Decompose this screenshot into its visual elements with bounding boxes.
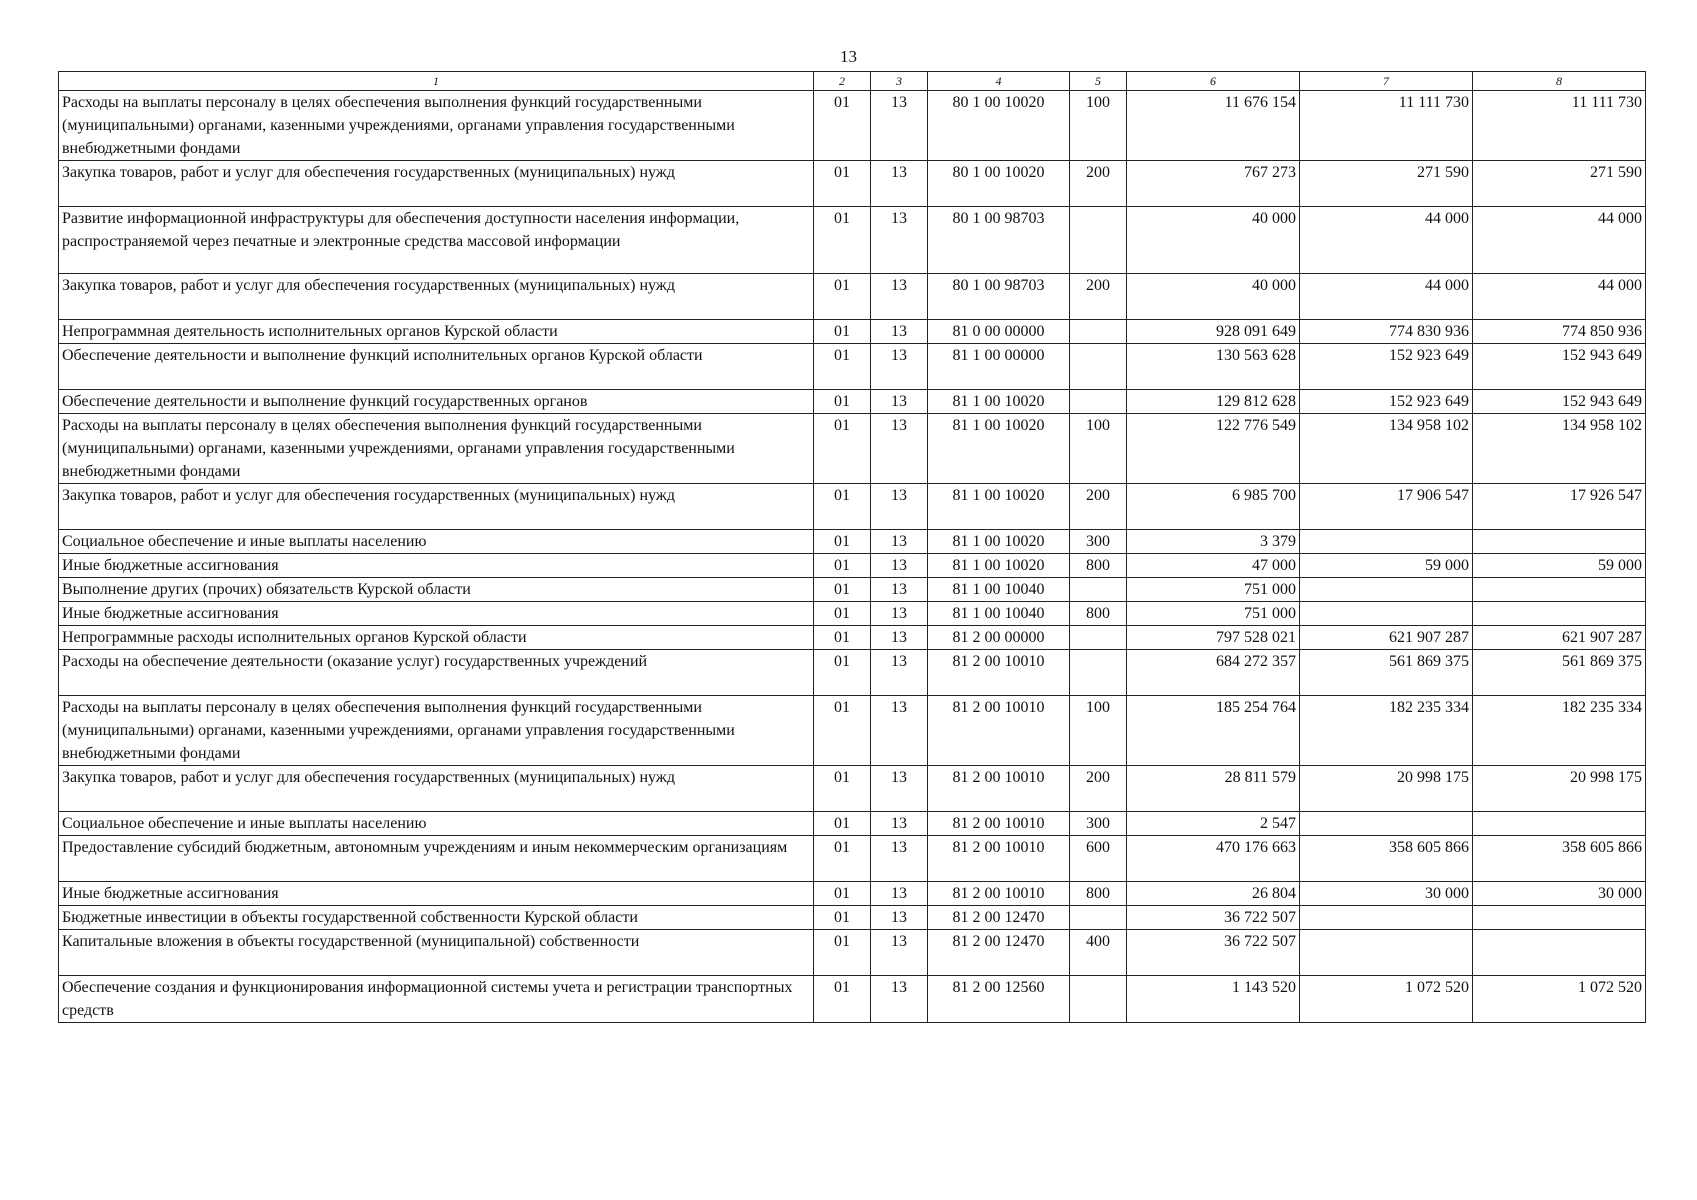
section-code-cell: 01 bbox=[814, 976, 871, 1023]
target-article-cell: 81 1 00 10040 bbox=[928, 578, 1070, 602]
row-name-cell: Капитальные вложения в объекты государственной (муниципальной) собственности bbox=[59, 930, 814, 976]
amount-col8-cell: 59 000 bbox=[1473, 554, 1646, 578]
subsection-code-cell: 13 bbox=[871, 344, 928, 390]
table-row bbox=[59, 344, 1646, 390]
expense-type-cell bbox=[1070, 906, 1127, 930]
section-code-cell: 01 bbox=[814, 320, 871, 344]
col-header-8: 8 bbox=[1473, 72, 1646, 91]
target-article-cell: 81 1 00 10020 bbox=[928, 414, 1070, 484]
target-article-cell: 81 1 00 10020 bbox=[928, 484, 1070, 530]
subsection-code-cell: 13 bbox=[871, 812, 928, 836]
table-row bbox=[59, 274, 1646, 320]
subsection-code-cell: 13 bbox=[871, 530, 928, 554]
target-article-cell: 81 2 00 12470 bbox=[928, 930, 1070, 976]
amount-col8-cell bbox=[1473, 602, 1646, 626]
table-row bbox=[59, 320, 1646, 344]
row-name-cell: Непрограммная деятельность исполнительных органов Курской области bbox=[59, 320, 814, 344]
row-name-cell: Бюджетные инвестиции в объекты государственной собственности Курской области bbox=[59, 906, 814, 930]
amount-col7-cell bbox=[1300, 578, 1473, 602]
amount-col6-cell: 3 379 bbox=[1127, 530, 1300, 554]
target-article-cell: 81 2 00 10010 bbox=[928, 696, 1070, 766]
col-header-5: 5 bbox=[1070, 72, 1127, 91]
subsection-code-cell: 13 bbox=[871, 207, 928, 274]
row-name-cell: Предоставление субсидий бюджетным, автономным учреждениям и иным некоммерческим организациям bbox=[59, 836, 814, 882]
amount-col6-cell: 797 528 021 bbox=[1127, 626, 1300, 650]
row-name-cell: Иные бюджетные ассигнования bbox=[59, 554, 814, 578]
subsection-code-cell: 13 bbox=[871, 274, 928, 320]
section-code-cell: 01 bbox=[814, 530, 871, 554]
row-name-cell: Расходы на выплаты персоналу в целях обеспечения выполнения функций государственными (муниципальными) органами, казенными учреждениями, органами управления государственными внебюджетными фондами bbox=[59, 414, 814, 484]
expense-type-cell: 800 bbox=[1070, 554, 1127, 578]
table-row bbox=[59, 882, 1646, 906]
expense-type-cell bbox=[1070, 626, 1127, 650]
table-body bbox=[59, 91, 1646, 1023]
col-header-3: 3 bbox=[871, 72, 928, 91]
row-name-cell: Закупка товаров, работ и услуг для обеспечения государственных (муниципальных) нужд bbox=[59, 484, 814, 530]
expense-type-cell: 100 bbox=[1070, 414, 1127, 484]
amount-col6-cell: 767 273 bbox=[1127, 161, 1300, 207]
table-row bbox=[59, 602, 1646, 626]
target-article-cell: 81 1 00 10040 bbox=[928, 602, 1070, 626]
amount-col6-cell: 928 091 649 bbox=[1127, 320, 1300, 344]
expense-type-cell: 200 bbox=[1070, 484, 1127, 530]
target-article-cell: 81 1 00 00000 bbox=[928, 344, 1070, 390]
target-article-cell: 80 1 00 10020 bbox=[928, 161, 1070, 207]
amount-col7-cell: 561 869 375 bbox=[1300, 650, 1473, 696]
section-code-cell: 01 bbox=[814, 344, 871, 390]
amount-col6-cell: 185 254 764 bbox=[1127, 696, 1300, 766]
amount-col6-cell: 28 811 579 bbox=[1127, 766, 1300, 812]
row-name-cell: Закупка товаров, работ и услуг для обеспечения государственных (муниципальных) нужд bbox=[59, 161, 814, 207]
section-code-cell: 01 bbox=[814, 650, 871, 696]
row-name-cell: Иные бюджетные ассигнования bbox=[59, 882, 814, 906]
row-name-cell: Закупка товаров, работ и услуг для обеспечения государственных (муниципальных) нужд bbox=[59, 766, 814, 812]
subsection-code-cell: 13 bbox=[871, 836, 928, 882]
amount-col8-cell: 44 000 bbox=[1473, 207, 1646, 274]
page-number: 13 bbox=[840, 47, 857, 66]
section-code-cell: 01 bbox=[814, 906, 871, 930]
table-row bbox=[59, 906, 1646, 930]
amount-col8-cell: 152 943 649 bbox=[1473, 390, 1646, 414]
section-code-cell: 01 bbox=[814, 930, 871, 976]
target-article-cell: 81 2 00 10010 bbox=[928, 812, 1070, 836]
amount-col8-cell: 44 000 bbox=[1473, 274, 1646, 320]
table-row bbox=[59, 696, 1646, 766]
expense-type-cell: 200 bbox=[1070, 766, 1127, 812]
amount-col8-cell: 134 958 102 bbox=[1473, 414, 1646, 484]
amount-col7-cell: 20 998 175 bbox=[1300, 766, 1473, 812]
col-header-2: 2 bbox=[814, 72, 871, 91]
table-row bbox=[59, 484, 1646, 530]
subsection-code-cell: 13 bbox=[871, 602, 928, 626]
amount-col7-cell: 152 923 649 bbox=[1300, 390, 1473, 414]
subsection-code-cell: 13 bbox=[871, 578, 928, 602]
target-article-cell: 81 2 00 10010 bbox=[928, 882, 1070, 906]
section-code-cell: 01 bbox=[814, 882, 871, 906]
expense-type-cell bbox=[1070, 320, 1127, 344]
amount-col8-cell: 17 926 547 bbox=[1473, 484, 1646, 530]
amount-col6-cell: 122 776 549 bbox=[1127, 414, 1300, 484]
section-code-cell: 01 bbox=[814, 91, 871, 161]
expense-type-cell: 800 bbox=[1070, 882, 1127, 906]
table-row bbox=[59, 766, 1646, 812]
subsection-code-cell: 13 bbox=[871, 161, 928, 207]
amount-col6-cell: 40 000 bbox=[1127, 207, 1300, 274]
subsection-code-cell: 13 bbox=[871, 414, 928, 484]
amount-col8-cell: 561 869 375 bbox=[1473, 650, 1646, 696]
amount-col8-cell: 271 590 bbox=[1473, 161, 1646, 207]
target-article-cell: 80 1 00 10020 bbox=[928, 91, 1070, 161]
amount-col8-cell bbox=[1473, 930, 1646, 976]
row-name-cell: Расходы на выплаты персоналу в целях обеспечения выполнения функций государственными (муниципальными) органами, казенными учреждениями, органами управления государственными внебюджетными фондами bbox=[59, 91, 814, 161]
budget-table bbox=[58, 71, 1646, 1023]
amount-col8-cell: 621 907 287 bbox=[1473, 626, 1646, 650]
row-name-cell: Расходы на выплаты персоналу в целях обеспечения выполнения функций государственными (муниципальными) органами, казенными учреждениями, органами управления государственными внебюджетными фондами bbox=[59, 696, 814, 766]
amount-col7-cell: 1 072 520 bbox=[1300, 976, 1473, 1023]
subsection-code-cell: 13 bbox=[871, 696, 928, 766]
amount-col6-cell: 36 722 507 bbox=[1127, 930, 1300, 976]
expense-type-cell bbox=[1070, 578, 1127, 602]
subsection-code-cell: 13 bbox=[871, 91, 928, 161]
subsection-code-cell: 13 bbox=[871, 390, 928, 414]
amount-col6-cell: 684 272 357 bbox=[1127, 650, 1300, 696]
amount-col8-cell: 774 850 936 bbox=[1473, 320, 1646, 344]
subsection-code-cell: 13 bbox=[871, 484, 928, 530]
target-article-cell: 80 1 00 98703 bbox=[928, 274, 1070, 320]
amount-col6-cell: 470 176 663 bbox=[1127, 836, 1300, 882]
amount-col8-cell: 20 998 175 bbox=[1473, 766, 1646, 812]
amount-col7-cell: 17 906 547 bbox=[1300, 484, 1473, 530]
amount-col8-cell: 152 943 649 bbox=[1473, 344, 1646, 390]
table-row bbox=[59, 530, 1646, 554]
row-name-cell: Непрограммные расходы исполнительных органов Курской области bbox=[59, 626, 814, 650]
amount-col7-cell: 271 590 bbox=[1300, 161, 1473, 207]
col-header-4: 4 bbox=[928, 72, 1070, 91]
amount-col7-cell bbox=[1300, 812, 1473, 836]
target-article-cell: 81 1 00 10020 bbox=[928, 554, 1070, 578]
section-code-cell: 01 bbox=[814, 207, 871, 274]
target-article-cell: 81 1 00 10020 bbox=[928, 390, 1070, 414]
table-row bbox=[59, 414, 1646, 484]
section-code-cell: 01 bbox=[814, 812, 871, 836]
row-name-cell: Развитие информационной инфраструктуры для обеспечения доступности населения информации, распространяемой через печатные и электронные средства массовой информации bbox=[59, 207, 814, 274]
amount-col7-cell: 134 958 102 bbox=[1300, 414, 1473, 484]
amount-col7-cell bbox=[1300, 530, 1473, 554]
amount-col6-cell: 40 000 bbox=[1127, 274, 1300, 320]
amount-col7-cell: 30 000 bbox=[1300, 882, 1473, 906]
table-row bbox=[59, 976, 1646, 1023]
amount-col8-cell bbox=[1473, 812, 1646, 836]
amount-col6-cell: 26 804 bbox=[1127, 882, 1300, 906]
amount-col7-cell: 358 605 866 bbox=[1300, 836, 1473, 882]
target-article-cell: 81 2 00 00000 bbox=[928, 626, 1070, 650]
amount-col8-cell: 1 072 520 bbox=[1473, 976, 1646, 1023]
amount-col7-cell: 774 830 936 bbox=[1300, 320, 1473, 344]
subsection-code-cell: 13 bbox=[871, 650, 928, 696]
row-name-cell: Обеспечение деятельности и выполнение функций исполнительных органов Курской области bbox=[59, 344, 814, 390]
row-name-cell: Социальное обеспечение и иные выплаты населению bbox=[59, 530, 814, 554]
amount-col6-cell: 6 985 700 bbox=[1127, 484, 1300, 530]
section-code-cell: 01 bbox=[814, 696, 871, 766]
col-header-7: 7 bbox=[1300, 72, 1473, 91]
amount-col6-cell: 47 000 bbox=[1127, 554, 1300, 578]
expense-type-cell: 600 bbox=[1070, 836, 1127, 882]
subsection-code-cell: 13 bbox=[871, 320, 928, 344]
table-row bbox=[59, 207, 1646, 274]
expense-type-cell: 800 bbox=[1070, 602, 1127, 626]
subsection-code-cell: 13 bbox=[871, 906, 928, 930]
amount-col7-cell: 44 000 bbox=[1300, 274, 1473, 320]
target-article-cell: 81 2 00 10010 bbox=[928, 650, 1070, 696]
expense-type-cell: 100 bbox=[1070, 91, 1127, 161]
row-name-cell: Обеспечение деятельности и выполнение функций государственных органов bbox=[59, 390, 814, 414]
amount-col8-cell bbox=[1473, 530, 1646, 554]
section-code-cell: 01 bbox=[814, 274, 871, 320]
column-number-row bbox=[59, 72, 1646, 91]
amount-col7-cell bbox=[1300, 906, 1473, 930]
table-row bbox=[59, 161, 1646, 207]
target-article-cell: 81 1 00 10020 bbox=[928, 530, 1070, 554]
expense-type-cell: 200 bbox=[1070, 161, 1127, 207]
amount-col7-cell: 44 000 bbox=[1300, 207, 1473, 274]
section-code-cell: 01 bbox=[814, 484, 871, 530]
section-code-cell: 01 bbox=[814, 836, 871, 882]
amount-col8-cell: 30 000 bbox=[1473, 882, 1646, 906]
amount-col8-cell bbox=[1473, 578, 1646, 602]
expense-type-cell: 300 bbox=[1070, 812, 1127, 836]
table-row bbox=[59, 836, 1646, 882]
section-code-cell: 01 bbox=[814, 390, 871, 414]
row-name-cell: Закупка товаров, работ и услуг для обеспечения государственных (муниципальных) нужд bbox=[59, 274, 814, 320]
col-header-6: 6 bbox=[1127, 72, 1300, 91]
expense-type-cell: 200 bbox=[1070, 274, 1127, 320]
target-article-cell: 81 2 00 12470 bbox=[928, 906, 1070, 930]
expense-type-cell bbox=[1070, 976, 1127, 1023]
amount-col7-cell bbox=[1300, 930, 1473, 976]
subsection-code-cell: 13 bbox=[871, 976, 928, 1023]
subsection-code-cell: 13 bbox=[871, 554, 928, 578]
amount-col8-cell: 11 111 730 bbox=[1473, 91, 1646, 161]
expense-type-cell: 400 bbox=[1070, 930, 1127, 976]
section-code-cell: 01 bbox=[814, 766, 871, 812]
section-code-cell: 01 bbox=[814, 626, 871, 650]
table-row bbox=[59, 930, 1646, 976]
col-header-1: 1 bbox=[59, 72, 814, 91]
section-code-cell: 01 bbox=[814, 161, 871, 207]
subsection-code-cell: 13 bbox=[871, 930, 928, 976]
subsection-code-cell: 13 bbox=[871, 626, 928, 650]
amount-col6-cell: 2 547 bbox=[1127, 812, 1300, 836]
expense-type-cell bbox=[1070, 650, 1127, 696]
table-row bbox=[59, 650, 1646, 696]
expense-type-cell bbox=[1070, 344, 1127, 390]
amount-col8-cell: 182 235 334 bbox=[1473, 696, 1646, 766]
amount-col7-cell: 11 111 730 bbox=[1300, 91, 1473, 161]
table-row bbox=[59, 91, 1646, 161]
amount-col6-cell: 11 676 154 bbox=[1127, 91, 1300, 161]
subsection-code-cell: 13 bbox=[871, 766, 928, 812]
table-row bbox=[59, 812, 1646, 836]
amount-col6-cell: 751 000 bbox=[1127, 578, 1300, 602]
amount-col6-cell: 1 143 520 bbox=[1127, 976, 1300, 1023]
row-name-cell: Иные бюджетные ассигнования bbox=[59, 602, 814, 626]
section-code-cell: 01 bbox=[814, 602, 871, 626]
expense-type-cell bbox=[1070, 390, 1127, 414]
amount-col6-cell: 130 563 628 bbox=[1127, 344, 1300, 390]
table-row bbox=[59, 390, 1646, 414]
amount-col6-cell: 751 000 bbox=[1127, 602, 1300, 626]
amount-col7-cell: 182 235 334 bbox=[1300, 696, 1473, 766]
row-name-cell: Социальное обеспечение и иные выплаты населению bbox=[59, 812, 814, 836]
row-name-cell: Расходы на обеспечение деятельности (оказание услуг) государственных учреждений bbox=[59, 650, 814, 696]
section-code-cell: 01 bbox=[814, 414, 871, 484]
section-code-cell: 01 bbox=[814, 554, 871, 578]
table-row bbox=[59, 626, 1646, 650]
expense-type-cell: 300 bbox=[1070, 530, 1127, 554]
expense-type-cell: 100 bbox=[1070, 696, 1127, 766]
expense-type-cell bbox=[1070, 207, 1127, 274]
target-article-cell: 80 1 00 98703 bbox=[928, 207, 1070, 274]
amount-col6-cell: 36 722 507 bbox=[1127, 906, 1300, 930]
target-article-cell: 81 0 00 00000 bbox=[928, 320, 1070, 344]
amount-col7-cell: 621 907 287 bbox=[1300, 626, 1473, 650]
section-code-cell: 01 bbox=[814, 578, 871, 602]
row-name-cell: Выполнение других (прочих) обязательств Курской области bbox=[59, 578, 814, 602]
amount-col8-cell bbox=[1473, 906, 1646, 930]
target-article-cell: 81 2 00 10010 bbox=[928, 836, 1070, 882]
amount-col7-cell: 152 923 649 bbox=[1300, 344, 1473, 390]
amount-col7-cell bbox=[1300, 602, 1473, 626]
amount-col8-cell: 358 605 866 bbox=[1473, 836, 1646, 882]
table-row bbox=[59, 578, 1646, 602]
table-row bbox=[59, 554, 1646, 578]
amount-col6-cell: 129 812 628 bbox=[1127, 390, 1300, 414]
target-article-cell: 81 2 00 10010 bbox=[928, 766, 1070, 812]
row-name-cell: Обеспечение создания и функционирования информационной системы учета и регистрации транспортных средств bbox=[59, 976, 814, 1023]
target-article-cell: 81 2 00 12560 bbox=[928, 976, 1070, 1023]
amount-col7-cell: 59 000 bbox=[1300, 554, 1473, 578]
subsection-code-cell: 13 bbox=[871, 882, 928, 906]
